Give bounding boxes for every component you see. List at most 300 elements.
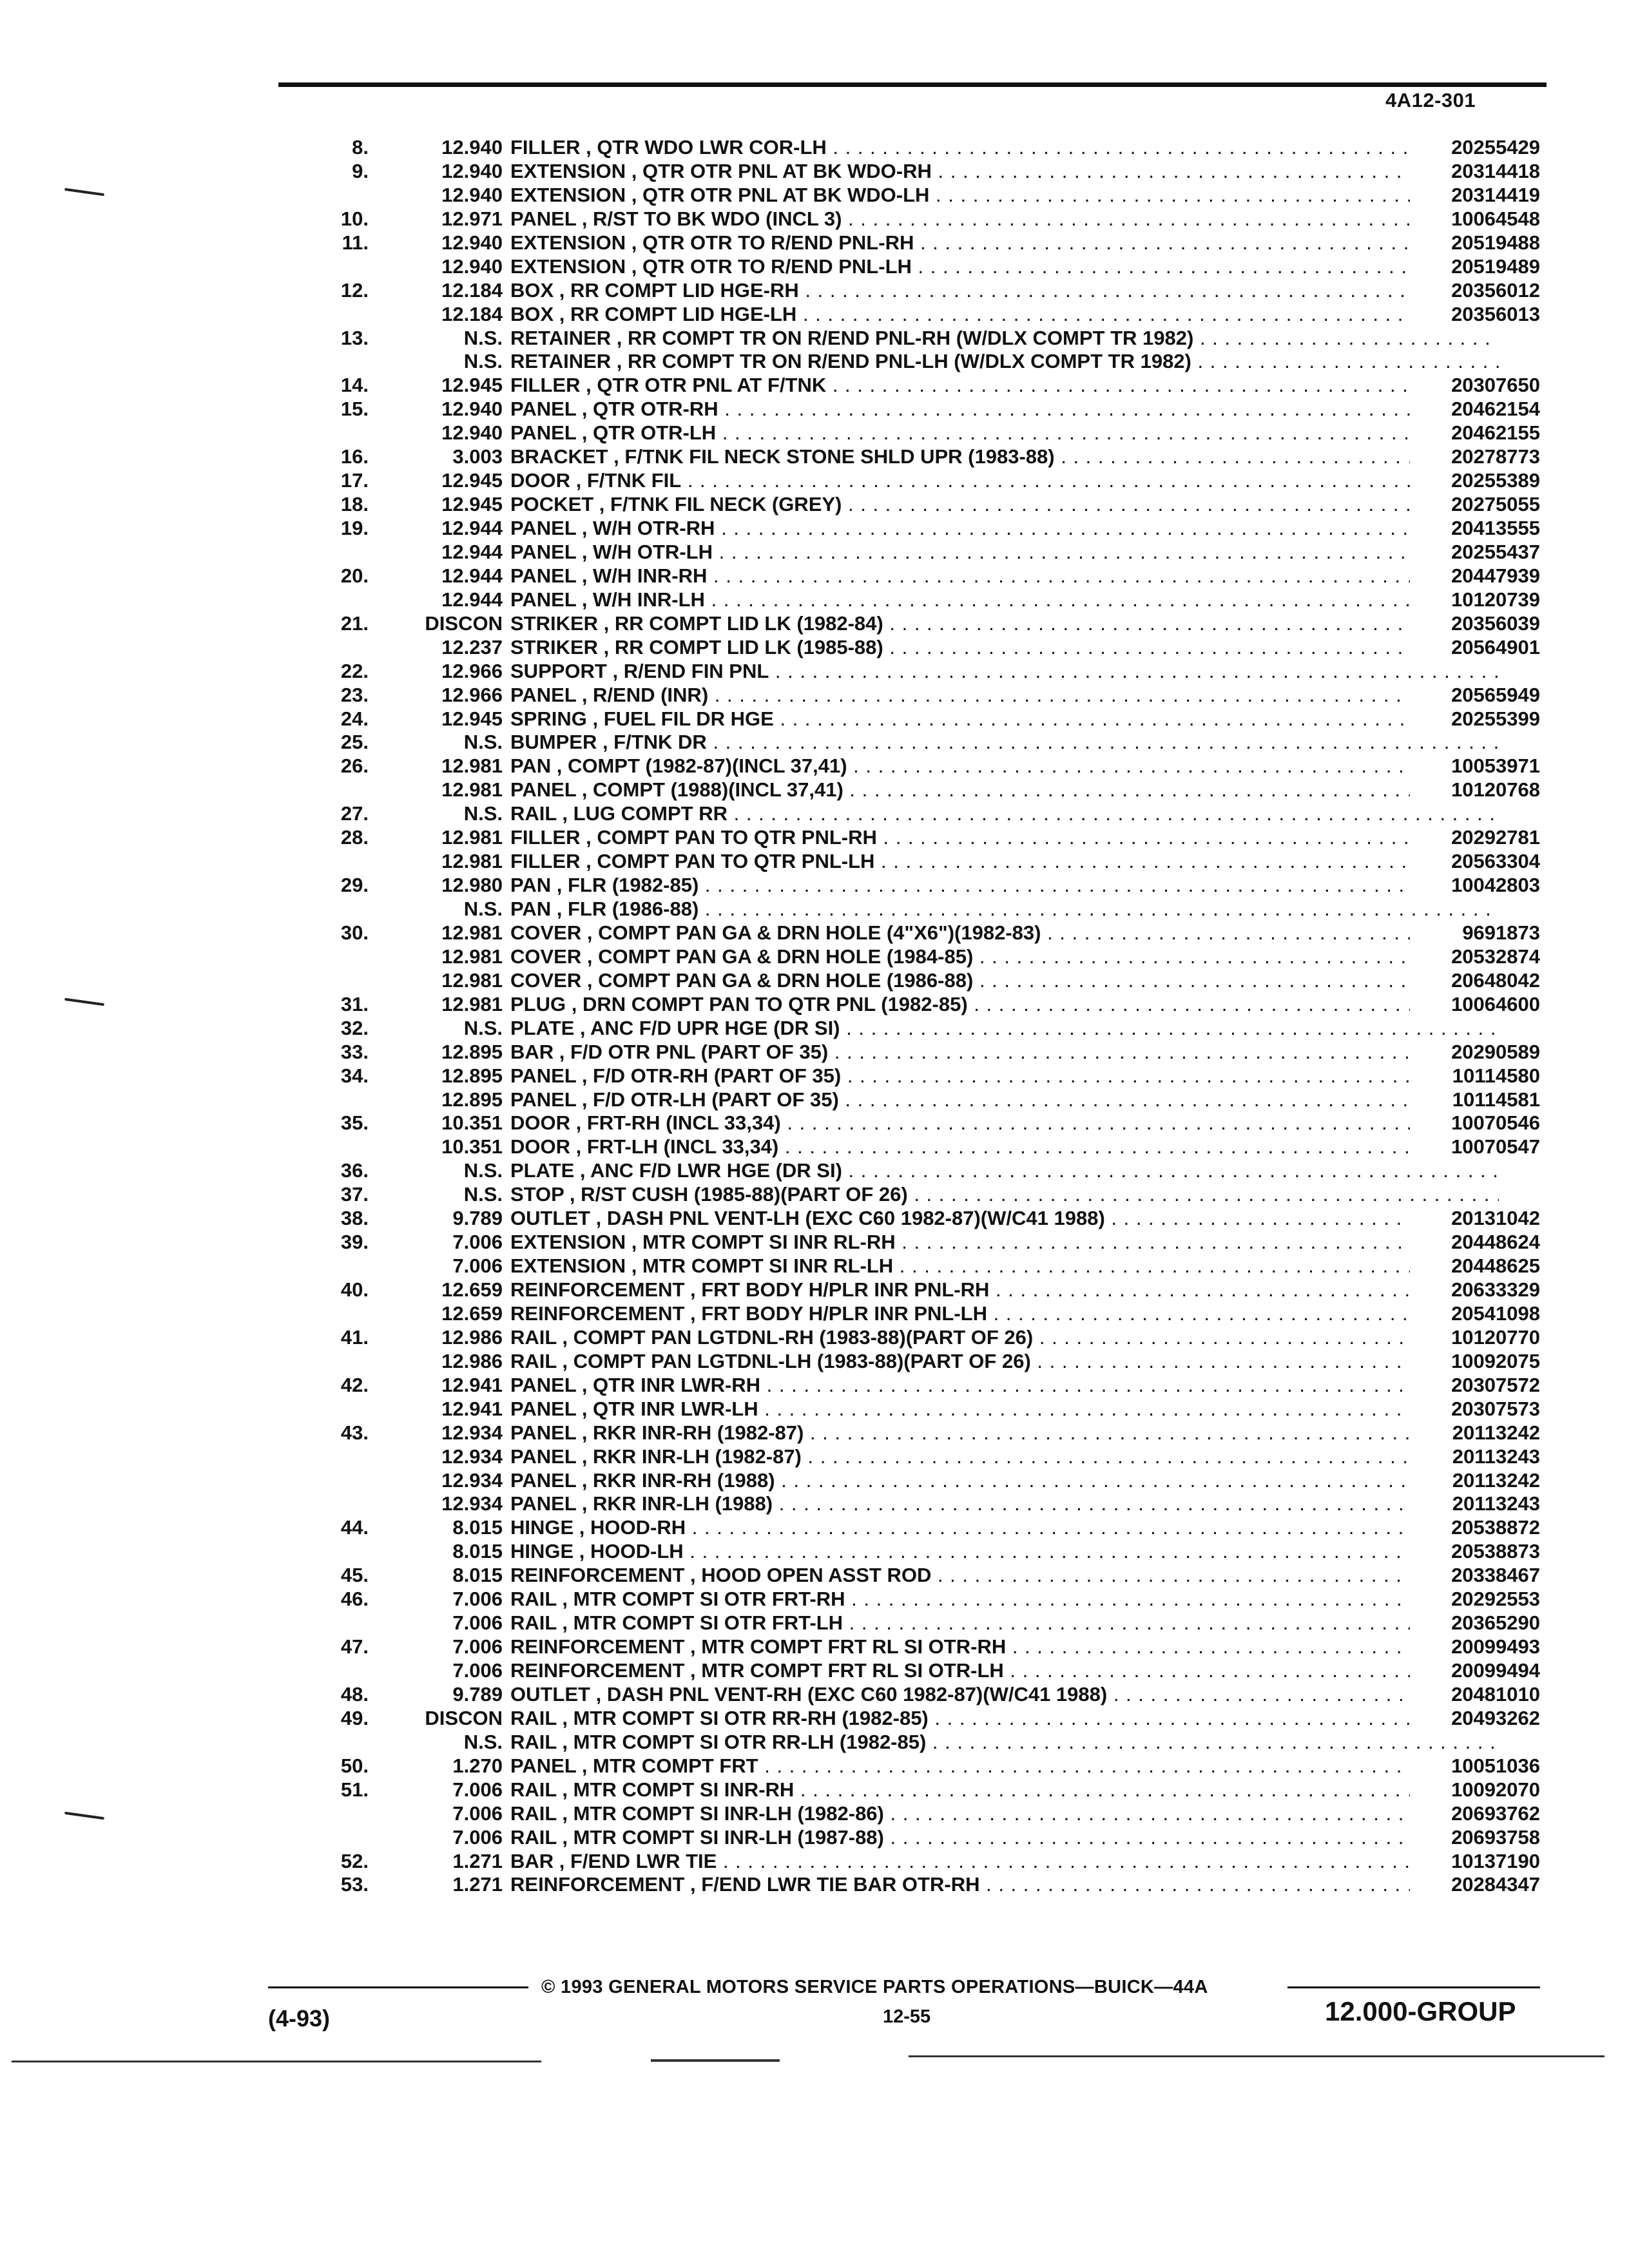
part-description: REINFORCEMENT , HOOD OPEN ASST ROD . . . bbox=[503, 1564, 1499, 1587]
group-number: 12.659 bbox=[441, 1302, 503, 1325]
group-number: 7.006 bbox=[452, 1588, 503, 1611]
ref-number: 41. bbox=[340, 1325, 369, 1349]
part-description: REINFORCEMENT , MTR COMPT FRT RL SI OTR-LH . . . bbox=[503, 1659, 1499, 1682]
part-description: RAIL , MTR COMPT SI OTR FRT-LH . . . bbox=[503, 1611, 1499, 1635]
list-item bbox=[322, 660, 1540, 684]
part-number: 20338467 bbox=[1410, 1564, 1540, 1587]
group-number: 12.941 bbox=[441, 1373, 503, 1396]
part-number: 20307650 bbox=[1410, 374, 1540, 397]
ref-number: 39. bbox=[340, 1231, 369, 1254]
part-number: 20565949 bbox=[1410, 684, 1540, 707]
group-number: 12.895 bbox=[441, 1040, 503, 1063]
group-number: 10.351 bbox=[441, 1135, 503, 1158]
list-item bbox=[322, 1469, 1540, 1493]
group-number: N.S. bbox=[463, 1159, 503, 1182]
ref-number: 33. bbox=[340, 1040, 369, 1063]
list-item bbox=[322, 1754, 1540, 1778]
ref-number: 32. bbox=[340, 1016, 369, 1039]
group-number: 12.934 bbox=[441, 1492, 503, 1515]
part-description: FILLER , COMPT PAN TO QTR PNL-RH . . . bbox=[503, 826, 1499, 849]
ref-number: 17. bbox=[340, 469, 369, 492]
list-item bbox=[322, 802, 1540, 826]
part-description: RAIL , COMPT PAN LGTDNL-LH (1983-88)(PART OF 26) . . . bbox=[503, 1350, 1499, 1373]
ref-number: 28. bbox=[340, 826, 369, 849]
part-number: 20307573 bbox=[1410, 1398, 1540, 1421]
part-description: OUTLET , DASH PNL VENT-RH (EXC C60 1982-87)(W/C41 1988) . . . bbox=[503, 1683, 1499, 1706]
footer-page-number: 12-55 bbox=[883, 2006, 931, 2027]
list-item bbox=[322, 1326, 1540, 1350]
part-description: FILLER , QTR OTR PNL AT F/TNK . . . bbox=[503, 374, 1499, 397]
ref-number: 45. bbox=[340, 1564, 369, 1587]
footer-date-code: (4-93) bbox=[268, 2005, 331, 2032]
group-number: 8.015 bbox=[452, 1564, 503, 1587]
part-number: 20255429 bbox=[1410, 136, 1540, 159]
margin-mark bbox=[64, 188, 104, 197]
ref-number: 13. bbox=[340, 326, 369, 349]
group-number: 12.981 bbox=[441, 921, 503, 944]
list-item bbox=[322, 303, 1540, 327]
part-description: COVER , COMPT PAN GA & DRN HOLE (4"X6")(1982-83) . . . bbox=[503, 921, 1499, 945]
footer-group: 12.000-GROUP bbox=[1325, 1996, 1516, 2026]
part-description: EXTENSION , QTR OTR PNL AT BK WDO-LH . . . bbox=[503, 184, 1499, 207]
group-number: 12.981 bbox=[441, 945, 503, 968]
group-number: 12.981 bbox=[441, 992, 503, 1015]
part-description: FILLER , QTR WDO LWR COR-LH . . . bbox=[503, 136, 1499, 159]
part-number: 20519489 bbox=[1410, 255, 1540, 278]
part-number: 20541098 bbox=[1410, 1302, 1540, 1325]
group-number: 12.941 bbox=[441, 1397, 503, 1420]
list-item bbox=[322, 588, 1540, 612]
ref-number: 53. bbox=[340, 1873, 369, 1896]
list-item bbox=[322, 1374, 1540, 1398]
part-description: STRIKER , RR COMPT LID LK (1985-88) . . . bbox=[503, 636, 1499, 659]
part-description: BAR , F/D OTR PNL (PART OF 35) . . . bbox=[503, 1041, 1499, 1064]
part-description: HINGE , HOOD-LH . . . bbox=[503, 1540, 1499, 1563]
group-number: 12.945 bbox=[441, 707, 503, 730]
list-item bbox=[322, 279, 1540, 303]
list-item bbox=[322, 1088, 1540, 1112]
ref-number: 35. bbox=[340, 1111, 369, 1135]
group-number: 1.271 bbox=[452, 1849, 503, 1872]
part-description: SUPPORT , R/END FIN PNL . . . bbox=[503, 660, 1499, 683]
part-description: PANEL , QTR INR LWR-LH . . . bbox=[503, 1398, 1499, 1421]
part-description: PAN , FLR (1986-88) . . . bbox=[503, 898, 1499, 921]
list-item bbox=[322, 1135, 1540, 1159]
list-item bbox=[322, 350, 1540, 374]
list-item bbox=[322, 1231, 1540, 1254]
list-item bbox=[322, 1540, 1540, 1564]
ref-number: 19. bbox=[340, 517, 369, 539]
list-item bbox=[322, 1707, 1540, 1731]
ref-number: 47. bbox=[340, 1635, 369, 1658]
group-number: 12.934 bbox=[441, 1445, 503, 1468]
list-item bbox=[322, 707, 1540, 731]
part-description: STRIKER , RR COMPT LID LK (1982-84) . . . bbox=[503, 612, 1499, 635]
group-number: N.S. bbox=[463, 350, 503, 373]
list-item bbox=[322, 184, 1540, 207]
group-number: N.S. bbox=[463, 326, 503, 349]
group-number: 12.184 bbox=[441, 302, 503, 325]
group-number: DISCON bbox=[425, 611, 503, 635]
group-number: 12.940 bbox=[441, 255, 503, 278]
ref-number: 14. bbox=[340, 374, 369, 397]
group-number: 12.659 bbox=[441, 1278, 503, 1301]
list-item bbox=[322, 517, 1540, 541]
list-item bbox=[322, 993, 1540, 1017]
ref-number: 51. bbox=[340, 1778, 369, 1801]
part-description: EXTENSION , QTR OTR TO R/END PNL-LH . . . bbox=[503, 255, 1499, 278]
part-description: PANEL , W/H OTR-RH . . . bbox=[503, 517, 1499, 540]
bottom-rule bbox=[651, 2059, 780, 2062]
group-number: 7.006 bbox=[452, 1231, 503, 1254]
part-number: 20462154 bbox=[1410, 398, 1540, 421]
part-description: EXTENSION , QTR OTR PNL AT BK WDO-RH . . . bbox=[503, 160, 1499, 183]
margin-mark bbox=[64, 1812, 104, 1820]
part-number: 20113242 bbox=[1410, 1469, 1540, 1492]
group-number: 12.895 bbox=[441, 1088, 503, 1111]
part-description: DOOR , F/TNK FIL . . . bbox=[503, 469, 1499, 492]
group-number: 12.944 bbox=[441, 517, 503, 539]
part-description: BOX , RR COMPT LID HGE-LH . . . bbox=[503, 303, 1499, 326]
part-description: PANEL , COMPT (1988)(INCL 37,41) . . . bbox=[503, 778, 1499, 802]
group-number: 12.940 bbox=[441, 183, 503, 206]
list-item bbox=[322, 898, 1540, 921]
part-description: RAIL , COMPT PAN LGTDNL-RH (1983-88)(PART OF 26) . . . bbox=[503, 1326, 1499, 1349]
part-number: 20693762 bbox=[1410, 1802, 1540, 1825]
list-item bbox=[322, 945, 1540, 969]
part-description: RAIL , MTR COMPT SI OTR RR-RH (1982-85) . . . bbox=[503, 1707, 1499, 1730]
group-number: 12.945 bbox=[441, 493, 503, 516]
part-number: 20356013 bbox=[1410, 303, 1540, 326]
part-number: 10092075 bbox=[1410, 1350, 1540, 1373]
list-item bbox=[322, 612, 1540, 636]
list-item bbox=[322, 1254, 1540, 1278]
list-item bbox=[322, 1635, 1540, 1659]
part-description: PANEL , W/H OTR-LH . . . bbox=[503, 541, 1499, 564]
list-item bbox=[322, 1278, 1540, 1302]
part-number: 20481010 bbox=[1410, 1683, 1540, 1706]
group-number: 12.944 bbox=[441, 564, 503, 587]
list-item bbox=[322, 1017, 1540, 1041]
part-description: RAIL , MTR COMPT SI OTR RR-LH (1982-85) . . . bbox=[503, 1731, 1499, 1754]
part-description: RETAINER , RR COMPT TR ON R/END PNL-RH (W/DLX COMPT TR 1982) . . . bbox=[503, 327, 1499, 350]
part-description: SPRING , FUEL FIL DR HGE . . . bbox=[503, 707, 1499, 731]
group-number: 8.015 bbox=[452, 1516, 503, 1539]
part-number: 10120770 bbox=[1410, 1326, 1540, 1349]
part-description: EXTENSION , MTR COMPT SI INR RL-RH . . . bbox=[503, 1231, 1499, 1254]
group-number: N.S. bbox=[463, 731, 503, 754]
group-number: 9.789 bbox=[452, 1207, 503, 1230]
part-description: RAIL , MTR COMPT SI INR-LH (1982-86) . . . bbox=[503, 1802, 1499, 1825]
part-description: RAIL , LUG COMPT RR . . . bbox=[503, 802, 1499, 825]
group-number: 12.940 bbox=[441, 398, 503, 421]
page-id: 4A12-301 bbox=[1385, 89, 1476, 111]
top-rule bbox=[278, 82, 1547, 87]
part-description: PANEL , F/D OTR-RH (PART OF 35) . . . bbox=[503, 1064, 1499, 1088]
margin-mark bbox=[64, 998, 104, 1006]
part-description: BUMPER , F/TNK DR . . . bbox=[503, 731, 1499, 754]
list-item bbox=[322, 1659, 1540, 1683]
ref-number: 44. bbox=[340, 1516, 369, 1539]
part-description: REINFORCEMENT , MTR COMPT FRT RL SI OTR-RH . . . bbox=[503, 1635, 1499, 1658]
part-description: PANEL , R/ST TO BK WDO (INCL 3) . . . bbox=[503, 207, 1499, 231]
ref-number: 8. bbox=[352, 136, 369, 159]
bottom-rule bbox=[909, 2055, 1605, 2057]
ref-number: 49. bbox=[340, 1706, 369, 1729]
list-item bbox=[322, 1207, 1540, 1231]
group-number: 12.944 bbox=[441, 588, 503, 611]
part-description: PANEL , W/H INR-RH . . . bbox=[503, 564, 1499, 588]
part-number: 20113243 bbox=[1410, 1445, 1540, 1468]
part-number: 20538873 bbox=[1410, 1540, 1540, 1563]
footer-copyright: © 1993 GENERAL MOTORS SERVICE PARTS OPERATIONS—BUICK—44A bbox=[541, 1977, 1208, 1997]
part-description: PANEL , RKR INR-LH (1982-87) . . . bbox=[503, 1445, 1499, 1468]
list-item bbox=[322, 1826, 1540, 1850]
list-item bbox=[322, 1421, 1540, 1445]
list-item bbox=[322, 1183, 1540, 1207]
part-number: 10092070 bbox=[1410, 1778, 1540, 1802]
part-number: 20314419 bbox=[1410, 184, 1540, 207]
part-number: 20278773 bbox=[1410, 445, 1540, 468]
part-number: 10120768 bbox=[1410, 778, 1540, 802]
part-number: 9691873 bbox=[1410, 921, 1540, 945]
group-number: 12.966 bbox=[441, 659, 503, 682]
group-number: 12.934 bbox=[441, 1421, 503, 1444]
part-number: 20448625 bbox=[1410, 1254, 1540, 1278]
group-number: 12.934 bbox=[441, 1468, 503, 1492]
part-description: EXTENSION , QTR OTR TO R/END PNL-RH . . . bbox=[503, 231, 1499, 255]
part-description: REINFORCEMENT , FRT BODY H/PLR INR PNL-LH . . . bbox=[503, 1302, 1499, 1325]
part-description: RAIL , MTR COMPT SI INR-RH . . . bbox=[503, 1778, 1499, 1802]
part-number: 20284347 bbox=[1410, 1873, 1540, 1896]
footer-rule-left bbox=[268, 1986, 528, 1988]
part-number: 20564901 bbox=[1410, 636, 1540, 659]
part-number: 20532874 bbox=[1410, 945, 1540, 968]
group-number: 12.986 bbox=[441, 1349, 503, 1372]
ref-number: 10. bbox=[340, 207, 369, 230]
list-item bbox=[322, 1302, 1540, 1326]
part-description: PLATE , ANC F/D UPR HGE (DR SI) . . . bbox=[503, 1017, 1499, 1040]
list-item bbox=[322, 874, 1540, 898]
part-number: 10137190 bbox=[1410, 1850, 1540, 1873]
group-number: 12.981 bbox=[441, 826, 503, 849]
part-description: COVER , COMPT PAN GA & DRN HOLE (1986-88) . . . bbox=[503, 969, 1499, 992]
part-number: 10120739 bbox=[1410, 588, 1540, 611]
part-description: REINFORCEMENT , FRT BODY H/PLR INR PNL-RH . . . bbox=[503, 1278, 1499, 1302]
group-number: 12.981 bbox=[441, 754, 503, 778]
list-item bbox=[322, 564, 1540, 588]
ref-number: 36. bbox=[340, 1159, 369, 1182]
group-number: 12.944 bbox=[441, 540, 503, 563]
list-item bbox=[322, 1064, 1540, 1088]
part-description: PANEL , MTR COMPT FRT . . . bbox=[503, 1754, 1499, 1778]
list-item bbox=[322, 826, 1540, 850]
part-description: PANEL , R/END (INR) . . . bbox=[503, 684, 1499, 707]
part-description: STOP , R/ST CUSH (1985-88)(PART OF 26) . . . bbox=[503, 1183, 1499, 1206]
part-number: 20448624 bbox=[1410, 1231, 1540, 1254]
list-item bbox=[322, 850, 1540, 874]
group-number: 10.351 bbox=[441, 1111, 503, 1135]
part-number: 20462155 bbox=[1410, 421, 1540, 445]
part-number: 10070547 bbox=[1410, 1135, 1540, 1158]
group-number: 12.940 bbox=[441, 136, 503, 159]
part-description: PANEL , RKR INR-LH (1988) . . . bbox=[503, 1492, 1499, 1515]
group-number: N.S. bbox=[463, 1730, 503, 1753]
parts-list bbox=[322, 136, 1540, 1897]
part-number: 20563304 bbox=[1410, 850, 1540, 873]
group-number: 12.966 bbox=[441, 683, 503, 706]
group-number: 12.940 bbox=[441, 231, 503, 254]
part-description: POCKET , F/TNK FIL NECK (GREY) . . . bbox=[503, 493, 1499, 516]
part-description: PLATE , ANC F/D LWR HGE (DR SI) . . . bbox=[503, 1159, 1499, 1182]
part-number: 20493262 bbox=[1410, 1707, 1540, 1730]
part-description: RETAINER , RR COMPT TR ON R/END PNL-LH (W/DLX COMPT TR 1982) . . . bbox=[503, 350, 1499, 373]
part-number: 10064600 bbox=[1410, 993, 1540, 1016]
list-item bbox=[322, 731, 1540, 754]
list-item bbox=[322, 207, 1540, 231]
group-number: N.S. bbox=[463, 802, 503, 825]
list-item bbox=[322, 1492, 1540, 1516]
ref-number: 46. bbox=[340, 1588, 369, 1611]
group-number: 12.895 bbox=[441, 1064, 503, 1087]
part-number: 20255399 bbox=[1410, 707, 1540, 731]
group-number: 12.981 bbox=[441, 850, 503, 873]
part-description: COVER , COMPT PAN GA & DRN HOLE (1984-85) . . . bbox=[503, 945, 1499, 968]
part-number: 10064548 bbox=[1410, 207, 1540, 231]
ref-number: 12. bbox=[340, 278, 369, 302]
part-number: 20099494 bbox=[1410, 1659, 1540, 1682]
part-number: 20314418 bbox=[1410, 160, 1540, 183]
part-number: 20365290 bbox=[1410, 1611, 1540, 1635]
part-description: BAR , F/END LWR TIE . . . bbox=[503, 1850, 1499, 1873]
ref-number: 18. bbox=[340, 493, 369, 516]
list-item bbox=[322, 684, 1540, 707]
group-number: N.S. bbox=[463, 1183, 503, 1206]
group-number: 7.006 bbox=[452, 1659, 503, 1682]
group-number: 1.270 bbox=[452, 1754, 503, 1777]
part-number: 20693758 bbox=[1410, 1826, 1540, 1849]
list-item bbox=[322, 255, 1540, 279]
part-number: 20292553 bbox=[1410, 1588, 1540, 1611]
list-item bbox=[322, 445, 1540, 469]
list-item bbox=[322, 1778, 1540, 1802]
group-number: 7.006 bbox=[452, 1611, 503, 1635]
ref-number: 40. bbox=[340, 1278, 369, 1301]
group-number: 7.006 bbox=[452, 1778, 503, 1801]
list-item bbox=[322, 1802, 1540, 1826]
list-item bbox=[322, 921, 1540, 945]
part-number: 20113242 bbox=[1410, 1421, 1540, 1445]
part-number: 10114580 bbox=[1410, 1064, 1540, 1088]
list-item bbox=[322, 541, 1540, 564]
ref-number: 9. bbox=[352, 159, 369, 182]
ref-number: 48. bbox=[340, 1682, 369, 1706]
list-item bbox=[322, 1041, 1540, 1064]
ref-number: 34. bbox=[340, 1064, 369, 1087]
ref-number: 43. bbox=[340, 1421, 369, 1444]
list-item bbox=[322, 1850, 1540, 1874]
ref-number: 29. bbox=[340, 874, 369, 897]
ref-number: 50. bbox=[340, 1754, 369, 1777]
group-number: 12.980 bbox=[441, 874, 503, 897]
part-number: 20131042 bbox=[1410, 1207, 1540, 1230]
group-number: 12.981 bbox=[441, 778, 503, 802]
list-item bbox=[322, 493, 1540, 517]
group-number: 12.971 bbox=[441, 207, 503, 230]
group-number: 7.006 bbox=[452, 1635, 503, 1658]
part-description: BOX , RR COMPT LID HGE-RH . . . bbox=[503, 279, 1499, 302]
part-description: DOOR , FRT-LH (INCL 33,34) . . . bbox=[503, 1135, 1499, 1158]
ref-number: 37. bbox=[340, 1183, 369, 1206]
group-number: 12.184 bbox=[441, 278, 503, 302]
part-description: PLUG , DRN COMPT PAN TO QTR PNL (1982-85) . . . bbox=[503, 993, 1499, 1016]
ref-number: 25. bbox=[340, 731, 369, 754]
part-description: PANEL , RKR INR-RH (1982-87) . . . bbox=[503, 1421, 1499, 1445]
part-number: 20413555 bbox=[1410, 517, 1540, 540]
ref-number: 38. bbox=[340, 1207, 369, 1230]
group-number: N.S. bbox=[463, 1016, 503, 1039]
list-item bbox=[322, 469, 1540, 493]
list-item bbox=[322, 1111, 1540, 1135]
part-description: PANEL , W/H INR-LH . . . bbox=[503, 588, 1499, 611]
part-description: PANEL , RKR INR-RH (1988) . . . bbox=[503, 1469, 1499, 1492]
part-number: 20292781 bbox=[1410, 826, 1540, 849]
part-number: 20538872 bbox=[1410, 1516, 1540, 1539]
part-number: 20307572 bbox=[1410, 1374, 1540, 1397]
list-item bbox=[322, 398, 1540, 421]
part-number: 10114581 bbox=[1410, 1088, 1540, 1111]
group-number: N.S. bbox=[463, 898, 503, 920]
list-item bbox=[322, 969, 1540, 993]
part-number: 20255389 bbox=[1410, 469, 1540, 492]
part-number: 20356012 bbox=[1410, 279, 1540, 302]
list-item bbox=[322, 1611, 1540, 1635]
list-item bbox=[322, 136, 1540, 160]
part-number: 20648042 bbox=[1410, 969, 1540, 992]
part-description: PANEL , QTR INR LWR-RH . . . bbox=[503, 1374, 1499, 1397]
group-number: 7.006 bbox=[452, 1254, 503, 1278]
bottom-rule bbox=[12, 2061, 541, 2062]
part-description: PANEL , QTR OTR-RH . . . bbox=[503, 398, 1499, 421]
list-item bbox=[322, 1731, 1540, 1754]
group-number: 3.003 bbox=[452, 445, 503, 468]
list-item bbox=[322, 1350, 1540, 1374]
ref-number: 31. bbox=[340, 992, 369, 1015]
part-number: 10070546 bbox=[1410, 1111, 1540, 1135]
group-number: 9.789 bbox=[452, 1682, 503, 1706]
group-number: 8.015 bbox=[452, 1540, 503, 1563]
ref-number: 21. bbox=[340, 611, 369, 635]
ref-number: 23. bbox=[340, 683, 369, 706]
ref-number: 16. bbox=[340, 445, 369, 468]
part-description: RAIL , MTR COMPT SI OTR FRT-RH . . . bbox=[503, 1588, 1499, 1611]
ref-number: 30. bbox=[340, 921, 369, 944]
group-number: 12.945 bbox=[441, 374, 503, 397]
list-item bbox=[322, 1683, 1540, 1707]
part-number: 20113243 bbox=[1410, 1492, 1540, 1515]
list-item bbox=[322, 231, 1540, 255]
list-item bbox=[322, 1445, 1540, 1469]
part-number: 20099493 bbox=[1410, 1635, 1540, 1658]
ref-number: 11. bbox=[342, 231, 369, 254]
list-item bbox=[322, 327, 1540, 351]
list-item bbox=[322, 636, 1540, 660]
list-item bbox=[322, 1398, 1540, 1421]
part-number: 20447939 bbox=[1410, 564, 1540, 588]
group-number: 12.945 bbox=[441, 469, 503, 492]
part-description: HINGE , HOOD-RH . . . bbox=[503, 1516, 1499, 1539]
part-number: 10042803 bbox=[1410, 874, 1540, 897]
